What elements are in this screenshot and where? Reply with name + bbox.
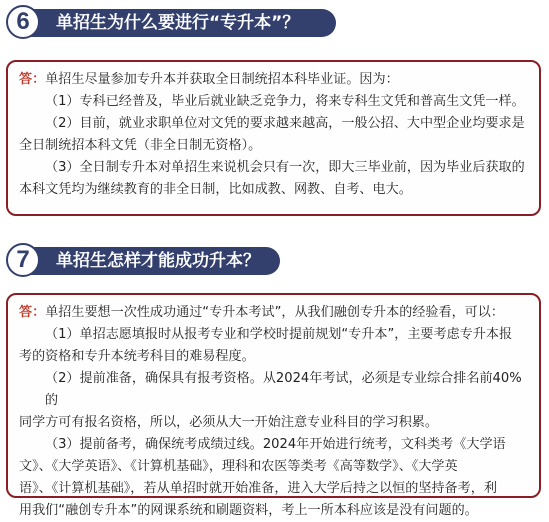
answer-label: 答： <box>19 305 46 320</box>
question-6-title: 单招生为什么要进行“专升本”？ <box>56 13 300 33</box>
question-7-title: 单招生怎样才能成功升本？ <box>56 251 260 271</box>
answer-line: （2）目前，就业求职单位对文凭的要求越来越高，一般公招、大中型企业均要求是 <box>45 116 525 131</box>
question-7-header <box>6 243 336 277</box>
question-7-answer-box <box>6 293 541 518</box>
answer-line: 同学方可有报名资格，所以，必须从大一开始注意专业科目的学习积累。 <box>19 415 438 430</box>
number-badge <box>6 5 40 39</box>
answer-label: 答： <box>19 72 46 87</box>
answer-text: 单招生尽量参加专升本并获取全日制统招本科毕业证。因为： <box>45 72 399 87</box>
answer-line: （2）提前准备，确保具有报考资格。从2024年考试，必须是专业综合排名前40%的 <box>45 371 522 408</box>
badge-number: 7 <box>16 246 30 273</box>
number-badge <box>6 243 40 277</box>
answer-line: （1）专科已经普及，毕业后就业缺乏竞争力，将来专科生文凭和普高生文凭一样。 <box>45 94 525 109</box>
answer-line: （3）全日制专升本对单招生来说机会只有一次，即大三毕业前，因为毕业后获取的 <box>45 160 525 175</box>
answer-line: 用我们“融创专升本”的网课系统和刷题资料，考上一所本科应该是没有问题的。 <box>19 503 478 518</box>
answer-line: 语》、《计算机基础》，若从单招时就开始准备，进入大学后持之以恒的坚持备考，利 <box>19 481 497 496</box>
answer-text: 单招生要想一次性成功通过“专升本考试”，从我们融创专升本的经验看，可以： <box>45 305 504 320</box>
question-6-answer-box <box>6 60 541 216</box>
answer-line <box>19 302 530 324</box>
badge-number: 6 <box>16 8 30 35</box>
answer-line: 考的资格和专升本统考科目的难易程度。 <box>19 349 255 364</box>
answer-line: 本科文凭均为继续教育的非全日制，比如成教、网教、自考、电大。 <box>19 182 412 197</box>
answer-line: （1）单招志愿填报时从报考专业和学校时提前规划“专升本”，主要考虑专升本报 <box>45 327 513 342</box>
question-6-header <box>6 5 336 39</box>
answer-line <box>19 69 530 91</box>
answer-line: （3）提前备考，确保统考成绩过线。2024年开始进行统考，文科类考《大学语 <box>45 437 506 452</box>
answer-line: 全日制统招本科文凭（非全日制无资格）。 <box>19 138 262 153</box>
answer-line: 文》、《大学英语》、《计算机基础》，理科和农医等类考《高等数学》、《大学英 <box>19 459 458 474</box>
